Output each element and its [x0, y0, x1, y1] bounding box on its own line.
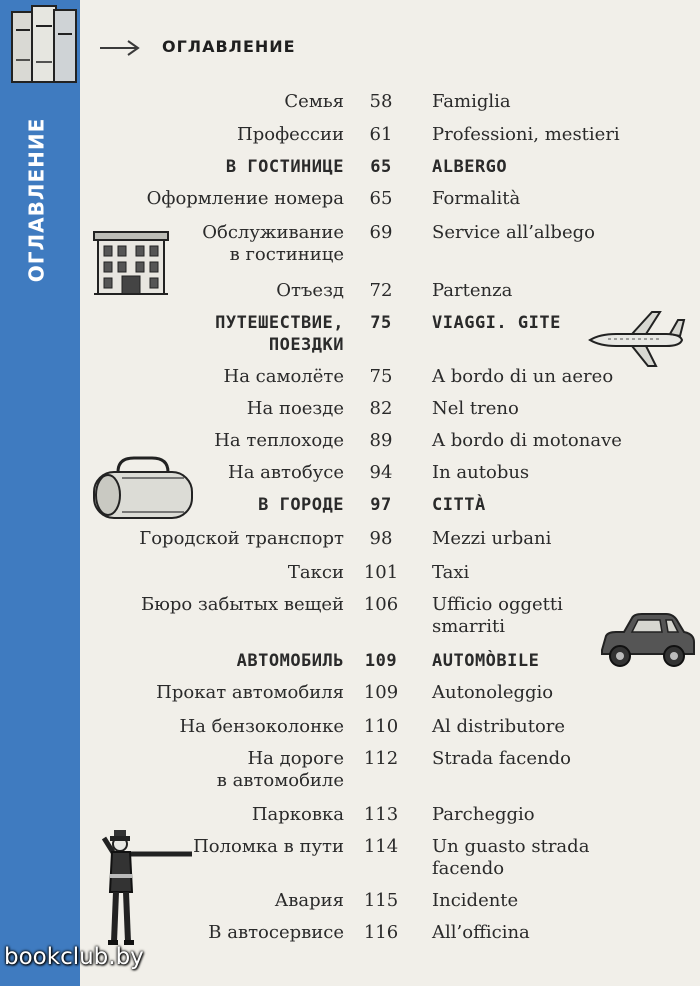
toc-italian-title	[432, 716, 565, 738]
toc-page-number: 101	[363, 562, 399, 583]
toc-page-number: 75	[369, 366, 393, 387]
toc-russian-title	[208, 922, 344, 944]
toc-italian-line: Parcheggio	[432, 804, 535, 825]
toc-page-number: 97	[370, 495, 392, 515]
car-icon	[598, 612, 696, 670]
toc-russian-title	[284, 91, 344, 113]
toc-italian-title	[432, 804, 535, 826]
toc-russian-title	[252, 804, 344, 826]
toc-page-number: 89	[369, 430, 393, 451]
toc-italian-title	[432, 528, 551, 550]
toc-italian-title	[432, 124, 620, 146]
toc-italian-title	[432, 222, 595, 244]
toc-page-number: 116	[363, 922, 399, 943]
toc-russian-line: ПУТЕШЕСТВИЕ,	[215, 313, 344, 333]
toc-russian-line: На самолёте	[223, 366, 344, 387]
toc-russian-line: в гостинице	[229, 244, 344, 265]
toc-russian-line: Такси	[287, 562, 344, 583]
toc-russian-title	[202, 222, 344, 266]
toc-italian-line: Incidente	[432, 890, 519, 911]
toc-page-number: 75	[370, 313, 392, 333]
toc-italian-title	[432, 562, 469, 584]
toc-page-number: 110	[363, 716, 399, 737]
toc-italian-line: Al distributore	[432, 716, 566, 737]
toc-russian-line: На бензоколонке	[179, 716, 344, 737]
toc-russian-line: Профессии	[237, 124, 344, 145]
toc-italian-line: All’officina	[432, 922, 530, 943]
toc-italian-line: AUTOMÒBILE	[432, 651, 540, 671]
toc-italian-line: A bordo di motonave	[432, 430, 622, 451]
toc-russian-title	[217, 748, 344, 792]
toc-italian-title	[432, 430, 622, 452]
toc-russian-title	[224, 366, 345, 388]
toc-italian-line: Taxi	[432, 562, 470, 583]
toc-russian-line: АВТОМОБИЛЬ	[236, 651, 344, 671]
toc-italian-line: Nel treno	[432, 398, 519, 419]
toc-page-number: 82	[369, 398, 393, 419]
toc-italian-line: CITTÀ	[432, 495, 486, 515]
hotel-building-icon	[92, 226, 170, 298]
toc-italian-title	[432, 890, 518, 912]
toc-russian-line: Отъезд	[276, 280, 344, 301]
toc-russian-title	[276, 280, 344, 302]
toc-italian-title	[432, 398, 519, 420]
toc-italian-line: ALBERGO	[432, 157, 508, 177]
toc-italian-title	[432, 682, 553, 704]
toc-italian-title	[432, 156, 507, 178]
toc-russian-title	[258, 494, 344, 516]
toc-italian-line: Formalità	[432, 188, 521, 209]
toc-italian-line: facendo	[432, 858, 505, 879]
toc-italian-title	[432, 494, 486, 516]
toc-russian-line: Авария	[274, 890, 344, 911]
toc-russian-line: В ГОРОДЕ	[258, 495, 344, 515]
toc-italian-title	[432, 594, 563, 638]
toc-italian-line: Famiglia	[432, 91, 511, 112]
toc-russian-title	[179, 716, 344, 738]
toc-russian-line: Городской транспорт	[139, 528, 344, 549]
books-icon	[2, 0, 82, 90]
toc-russian-title	[237, 124, 344, 146]
toc-russian-line: В ГОСТИНИЦЕ	[225, 157, 344, 177]
page-title: ОГЛАВЛЕНИЕ	[162, 37, 296, 56]
toc-italian-line: Partenza	[432, 280, 513, 301]
toc-russian-title	[141, 594, 344, 616]
toc-russian-title	[139, 528, 344, 550]
toc-russian-line: Бюро забытых вещей	[140, 594, 344, 615]
airplane-icon	[586, 306, 686, 370]
toc-page-number: 106	[363, 594, 399, 615]
toc-russian-line: Обслуживание	[202, 222, 344, 243]
toc-russian-title	[147, 188, 344, 210]
toc-russian-line: в автомобиле	[216, 770, 344, 791]
toc-russian-line: ПОЕЗДКИ	[268, 335, 344, 355]
toc-page-number: 65	[370, 157, 392, 177]
toc-page-number: 69	[369, 222, 393, 243]
toc-russian-line: На дороге	[247, 748, 344, 769]
toc-page-number: 113	[363, 804, 399, 825]
toc-italian-title	[432, 462, 529, 484]
toc-russian-line: Поломка в пути	[193, 836, 344, 857]
toc-italian-line: Un guasto strada	[432, 836, 590, 857]
toc-russian-line: Прокат автомобиля	[156, 682, 344, 703]
toc-italian-line: Mezzi urbani	[432, 528, 552, 549]
toc-russian-line: В автосервисе	[208, 922, 344, 943]
arrow-right-icon	[98, 36, 143, 60]
toc-italian-line: Strada facendo	[432, 748, 571, 769]
toc-russian-line: Парковка	[251, 804, 344, 825]
toc-page-number: 109	[363, 682, 399, 703]
toc-russian-line: На поезде	[246, 398, 344, 419]
toc-italian-line: In autobus	[432, 462, 530, 483]
toc-page-number: 72	[369, 280, 393, 301]
toc-russian-line: На теплоходе	[214, 430, 344, 451]
toc-italian-line: Autonoleggio	[432, 682, 554, 703]
toc-italian-line: Service all’albego	[432, 222, 595, 243]
travel-bag-icon	[88, 456, 198, 524]
toc-italian-line: Professioni, mestieri	[432, 124, 620, 145]
toc-russian-line: На автобусе	[228, 462, 344, 483]
toc-page-number: 94	[369, 462, 393, 483]
toc-russian-title	[215, 312, 344, 356]
toc-russian-line: Оформление номера	[146, 188, 344, 209]
vertical-title: ОГЛАВЛЕНИЕ	[24, 117, 48, 283]
toc-italian-line: VIAGGI. GITE	[432, 313, 561, 333]
toc-page-number: 114	[363, 836, 399, 857]
toc-russian-title	[193, 836, 344, 858]
traffic-policeman-icon	[96, 830, 196, 948]
toc-page-number: 112	[363, 748, 399, 769]
toc-italian-line: Ufficio oggetti	[432, 594, 563, 615]
toc-italian-title	[432, 748, 571, 770]
toc-italian-title	[432, 188, 520, 210]
toc-russian-title	[288, 562, 344, 584]
sidebar	[0, 0, 80, 986]
toc-page-number: 98	[369, 528, 393, 549]
toc-page-number: 58	[369, 91, 393, 112]
toc-russian-title	[247, 398, 344, 420]
toc-italian-title	[432, 922, 530, 944]
toc-italian-title	[432, 91, 511, 113]
toc-italian-title	[432, 650, 539, 672]
toc-page-number: 61	[369, 124, 393, 145]
toc-page-number: 115	[363, 890, 399, 911]
toc-russian-title	[228, 462, 344, 484]
watermark: bookclub.by	[4, 944, 144, 970]
toc-russian-title	[237, 650, 344, 672]
toc-russian-title	[156, 682, 344, 704]
toc-italian-title	[432, 836, 589, 880]
toc-italian-title	[432, 280, 512, 302]
toc-russian-title	[226, 156, 344, 178]
toc-page-number: 109	[364, 651, 398, 671]
toc-russian-line: Семья	[284, 91, 344, 112]
toc-russian-title	[275, 890, 344, 912]
toc-italian-line: smarriti	[432, 616, 505, 637]
toc-italian-line: A bordo di un aereo	[432, 366, 614, 387]
toc-page-number: 65	[369, 188, 393, 209]
toc-russian-title	[214, 430, 344, 452]
toc-italian-title	[432, 312, 561, 334]
